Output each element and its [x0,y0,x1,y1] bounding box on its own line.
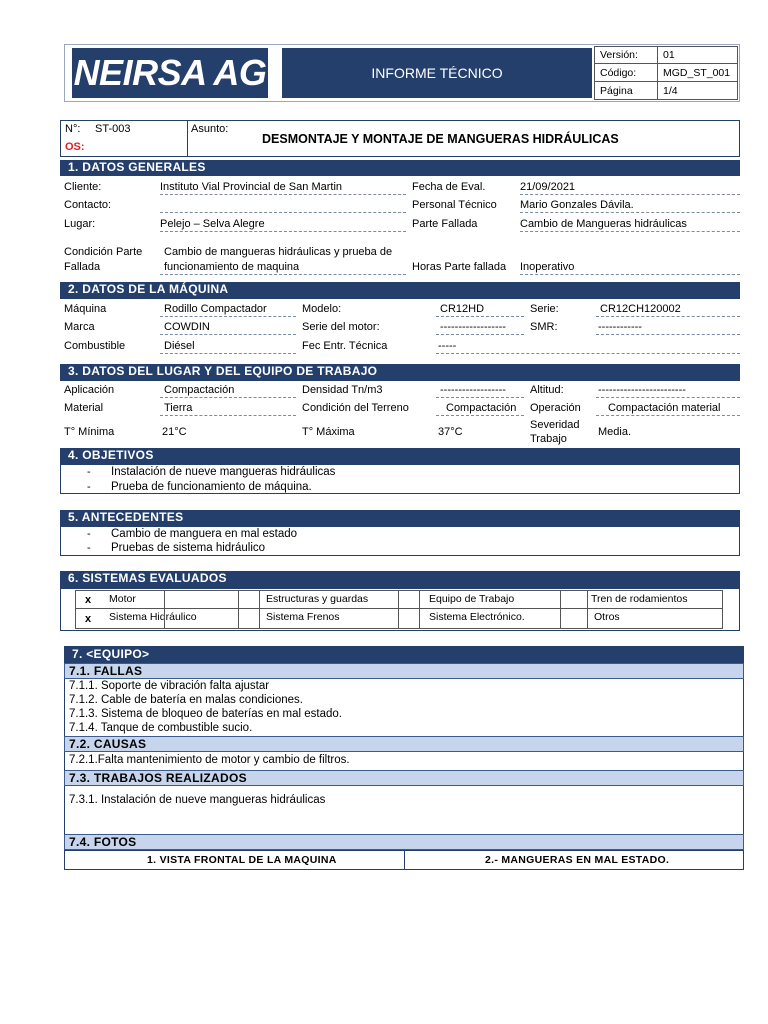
temp-minima-label: T° Mínima [64,426,115,438]
maquina-value: Rodillo Compactador [160,303,296,317]
logo [72,48,268,98]
version-value: 01 [663,49,675,61]
fecha-eval-value: 21/09/2021 [520,181,740,195]
sistema-motor: Motor [109,593,136,605]
antecedente-item: Cambio de manguera en mal estado [111,528,298,540]
objetivo-item: Prueba de funcionamiento de máquina. [111,481,312,493]
condicion-terreno-label: Condición del Terreno [302,402,409,414]
report-title-box [282,48,592,98]
falla-item: 7.1.3. Sistema de bloqueo de baterías en mal estado. [69,708,342,720]
trabajo-item: 7.3.1. Instalación de nueve mangueras hidráulicas [69,794,326,806]
serie-motor-label: Serie del motor: [302,321,380,333]
sistema-equipo-trabajo: Equipo de Trabajo [429,593,515,605]
asunto-label: Asunto: [191,123,229,135]
marca-label: Marca [64,321,95,333]
bullet-dash: - [87,466,91,478]
sistemas-table [60,588,740,631]
maquina-label: Máquina [64,303,107,315]
objetivo-item: Instalación de nueve mangueras hidráulicas [111,466,336,478]
serie-value: CR12CH120002 [596,303,740,317]
version-label: Versión: [600,49,638,61]
marca-value: COWDIN [160,321,296,335]
cliente-label: Cliente: [64,181,102,193]
falla-item: 7.1.1. Soporte de vibración falta ajustar [69,680,270,692]
aplicacion-value: Compactación [160,384,296,398]
parte-fallada-value: Cambio de Mangueras hidráulicas [520,218,740,232]
combustible-label: Combustible [64,340,126,352]
logo-text: NEIRSA AG [73,52,267,93]
section-antecedentes: 5. ANTECEDENTES [60,510,740,526]
sistema-hidraulico: Sistema Hidráulico [109,611,197,623]
modelo-value: CR12HD [436,303,524,317]
causas-list [64,752,744,770]
lugar-value: Pelejo – Selva Alegre [160,218,406,232]
lugar-label: Lugar: [64,218,96,230]
pagina-label: Página [600,85,633,97]
cliente-value: Instituto Vial Provincial de San Martin [160,181,406,195]
pagina-value: 1/4 [663,85,678,97]
codigo-label: Código: [600,67,637,79]
antecedentes-list [60,526,740,556]
section-objetivos: 4. OBJETIVOS [60,448,740,464]
sistema-estructuras: Estructuras y guardas [266,593,369,605]
horas-parte-label: Horas Parte fallada [412,261,507,273]
temp-maxima-label: T° Máxima [302,426,355,438]
doc-number: ST-003 [95,123,131,135]
temp-maxima-value: 37°C [438,426,463,438]
bullet-dash: - [87,542,91,554]
objetivos-list [60,464,740,494]
personal-tecnico-value: Mario Gonzales Dávila. [520,199,740,213]
os-label: OS: [65,141,85,153]
fec-entrega-value: ----- [436,340,740,354]
condicion-label-1: Condición Parte [64,246,143,258]
trabajos-list [64,786,744,832]
severidad-label-1: Severidad [530,419,580,431]
aplicacion-label: Aplicación [64,384,115,396]
modelo-label: Modelo: [302,303,342,315]
smr-label: SMR: [530,321,558,333]
falla-item: 7.1.2. Cable de batería en malas condiciones. [69,694,303,706]
trabajos-title: 7.3. TRABAJOS REALIZADOS [64,770,744,786]
operacion-value: Compactación material [596,402,740,416]
horas-parte-value: Inoperativo [520,261,740,275]
personal-tecnico-label: Personal Técnico [412,199,497,211]
fotos-title: 7.4. FOTOS [64,834,744,850]
section-equipo: 7. <EQUIPO> [64,646,744,663]
datos-maquina-body [60,299,740,359]
sistema-otros: Otros [594,611,620,623]
check-mark: x [85,594,92,606]
antecedente-item: Pruebas de sistema hidráulico [111,542,266,554]
densidad-label: Densidad Tn/m3 [302,384,383,396]
altitud-label: Altitud: [530,384,564,396]
bullet-dash: - [87,528,91,540]
doc-number-label: N°: [65,123,81,135]
asunto-value: DESMONTAJE Y MONTAJE DE MANGUERAS HIDRÁULICAS [262,132,619,146]
material-label: Material [64,402,104,414]
severidad-label-2: Trabajo [530,433,567,445]
temp-minima-value: 21°C [162,426,187,438]
smr-value: ------------ [596,321,740,335]
sistema-tren-rodamientos: Tren de rodamientos [591,593,688,605]
condicion-terreno-value: Compactación [436,402,524,416]
combustible-value: Diésel [160,340,296,354]
altitud-value: ------------------------ [596,384,740,398]
contacto-value [160,199,406,213]
operacion-label: Operación [530,402,581,414]
condicion-value-1: Cambio de mangueras hidráulicas y prueba de [164,246,393,258]
condicion-value-2: funcionamiento de maquina [160,261,406,275]
fec-entrega-label: Fec Entr. Técnica [302,340,388,352]
causas-title: 7.2. CAUSAS [64,736,744,752]
causa-item: 7.2.1.Falta mantenimiento de motor y cambio de filtros. [69,754,350,766]
serie-motor-value: ------------------ [436,321,524,335]
bullet-dash: - [87,481,91,493]
check-mark: x [85,613,92,625]
densidad-value: ------------------ [436,384,524,398]
falla-item: 7.1.4. Tanque de combustible sucio. [69,722,253,734]
sistema-electronico: Sistema Electrónico. [429,611,525,623]
doc-id-box [60,120,188,157]
serie-label: Serie: [530,303,559,315]
datos-lugar-body [60,381,740,445]
datos-generales-body [60,176,740,278]
severidad-value: Media. [598,426,632,438]
foto-2-caption: 2.- MANGUERAS EN MAL ESTADO. [485,854,670,866]
section-datos-generales: 1. DATOS GENERALES [60,160,740,176]
foto-2-caption-cell [404,850,744,870]
fallas-list [64,679,744,735]
contacto-label: Contacto: [64,199,112,211]
foto-1-caption: 1. VISTA FRONTAL DE LA MAQUINA [147,854,337,866]
foto-1-caption-cell [64,850,405,870]
report-title: INFORME TÉCNICO [371,65,503,81]
material-value: Tierra [160,402,296,416]
condicion-label-2: Fallada [64,261,101,273]
section-sistemas-evaluados: 6. SISTEMAS EVALUADOS [60,571,740,588]
parte-fallada-label: Parte Fallada [412,218,478,230]
section-datos-lugar: 3. DATOS DEL LUGAR Y DEL EQUIPO DE TRABAJO [60,364,740,381]
asunto-box [187,120,740,157]
sistema-frenos: Sistema Frenos [266,611,340,623]
codigo-value: MGD_ST_001 [663,67,731,79]
meta-table [594,46,738,100]
fallas-title: 7.1. FALLAS [64,663,744,679]
section-datos-maquina: 2. DATOS DE LA MÁQUINA [60,282,740,299]
fecha-eval-label: Fecha de Eval. [412,181,486,193]
